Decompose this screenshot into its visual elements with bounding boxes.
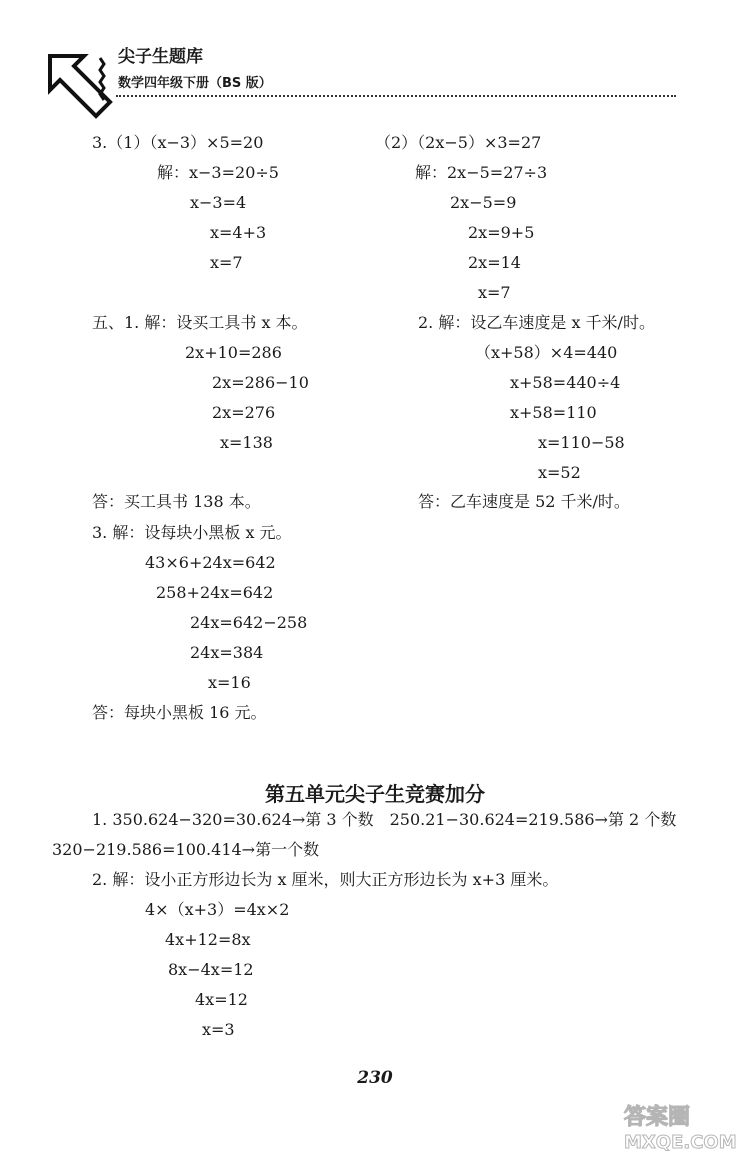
c1-line1: 1. 350.624−320=30.624→第 3 个数 250.21−30.624=219.586→第 2 个数 (92, 810, 677, 829)
p5-1-step3: 2x=276 (212, 403, 276, 422)
p5-3-step3: 24x=642−258 (190, 613, 308, 632)
watermark-logo (620, 1100, 745, 1156)
p5-1-intro: 五、1. 解：设买工具书 x 本。 (92, 313, 308, 332)
c2-step4: 4x=12 (195, 990, 248, 1009)
p5-3-step5: x=16 (208, 673, 251, 692)
c2-intro: 2. 解：设小正方形边长为 x 厘米，则大正方形边长为 x+3 厘米。 (92, 870, 559, 889)
p5-3-intro: 3. 解：设每块小黑板 x 元。 (92, 523, 292, 542)
c2-step1: 4×（x+3）=4x×2 (145, 900, 290, 919)
q3-1-equation: 3.（1）（x−3）×5=20 (92, 133, 264, 152)
p5-2-step1: （x+58）×4=440 (475, 343, 618, 362)
p5-2-answer: 答：乙车速度是 52 千米/时。 (418, 492, 630, 511)
q3-1-step2: x−3=4 (190, 193, 247, 212)
p5-2-step3: x+58=110 (510, 403, 597, 422)
p5-2-step4: x=110−58 (538, 433, 625, 452)
book-title: 尖子生题库 (118, 47, 203, 67)
p5-1-step2: 2x=286−10 (212, 373, 309, 392)
p5-2-step5: x=52 (538, 463, 581, 482)
book-subtitle: 数学四年级下册（BS 版） (118, 76, 272, 91)
q3-2-step2: 2x−5=9 (450, 193, 517, 212)
q3-2-step5: x=7 (478, 283, 511, 302)
watermark-url: MXQE.COM (624, 1132, 737, 1152)
p5-2-intro: 2. 解：设乙车速度是 x 千米/时。 (418, 313, 655, 332)
arrow-logo-icon (44, 50, 114, 124)
q3-2-step4: 2x=14 (468, 253, 521, 272)
p5-1-step1: 2x+10=286 (185, 343, 282, 362)
watermark-text: 答案圈 (624, 1105, 691, 1130)
q3-2-step3: 2x=9+5 (468, 223, 535, 242)
c2-step3: 8x−4x=12 (168, 960, 254, 979)
p5-2-step2: x+58=440÷4 (510, 373, 621, 392)
p5-1-step4: x=138 (220, 433, 273, 452)
q3-1-step1: 解：x−3=20÷5 (157, 163, 279, 182)
c2-step5: x=3 (202, 1020, 235, 1039)
p5-3-answer: 答：每块小黑板 16 元。 (92, 703, 267, 722)
q3-1-step4: x=7 (210, 253, 243, 272)
c2-step2: 4x+12=8x (165, 930, 251, 949)
p5-1-answer: 答：买工具书 138 本。 (92, 492, 261, 511)
p5-3-step2: 258+24x=642 (156, 583, 274, 602)
page-number: 230 (357, 1068, 393, 1088)
q3-2-step1: 解：2x−5=27÷3 (415, 163, 548, 182)
c1-line2: 320−219.586=100.414→第一个数 (52, 840, 320, 859)
p5-3-step4: 24x=384 (190, 643, 264, 662)
p5-3-step1: 43×6+24x=642 (145, 553, 276, 572)
q3-1-step3: x=4+3 (210, 223, 267, 242)
header-divider (116, 95, 676, 97)
section-title: 第五单元尖子生竞赛加分 (265, 782, 485, 806)
q3-2-equation: （2）（2x−5）×3=27 (375, 133, 542, 152)
